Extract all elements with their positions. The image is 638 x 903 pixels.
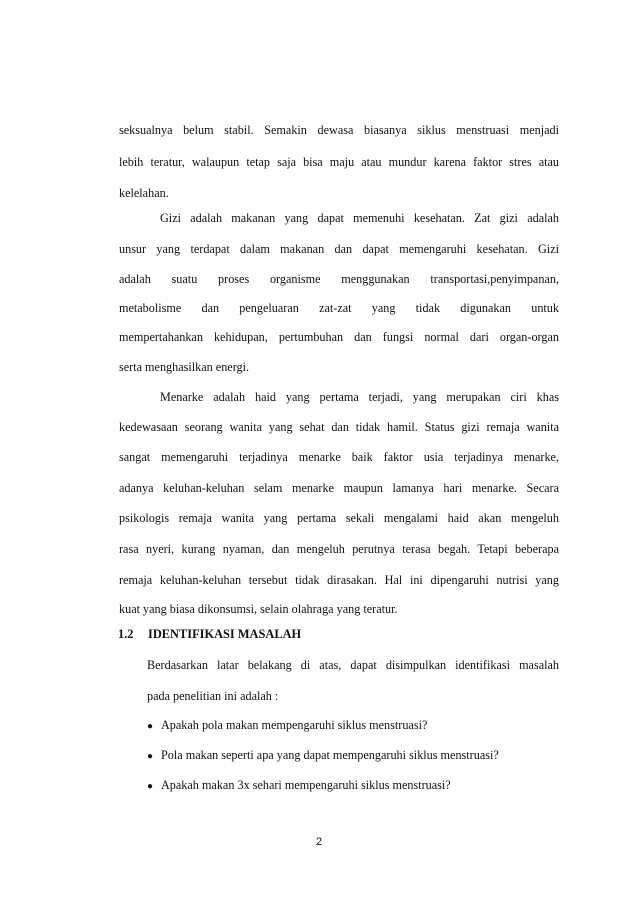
paragraph-line: lebih teratur, walaupun tetap saja bisa maju atau mundur karena faktor stres atau <box>119 155 559 169</box>
paragraph-line: seksualnya belum stabil. Semakin dewasa biasanya siklus menstruasi menjadi <box>119 123 559 137</box>
section-heading <box>118 626 301 642</box>
paragraph-line: mempertahankan kehidupan, pertumbuhan dan fungsi normal dari organ-organ <box>119 330 559 344</box>
page-number: 2 <box>315 836 323 848</box>
paragraph-line: rasa nyeri, kurang nyaman, dan mengeluh perutnya terasa begah. Tetapi beberapa <box>119 542 559 556</box>
bullet-icon: ● <box>147 781 154 792</box>
paragraph-line: kuat yang biasa dikonsumsi, selain olahraga yang teratur. <box>119 602 398 616</box>
list-item <box>147 777 451 795</box>
paragraph-line: kedewasaan seorang wanita yang sehat dan tidak hamil. Status gizi remaja wanita <box>119 420 559 434</box>
paragraph-line: Menarke adalah haid yang pertama terjadi, yang merupakan ciri khas <box>160 390 559 404</box>
list-item-text: Pola makan seperti apa yang dapat mempengaruhi siklus menstruasi? <box>161 748 499 762</box>
list-item <box>147 747 499 765</box>
paragraph-line: kelelahan. <box>119 186 169 200</box>
paragraph-line: serta menghasilkan energi. <box>119 360 250 374</box>
paragraph-line: metabolisme dan pengeluaran zat-zat yang tidak digunakan untuk <box>119 301 559 315</box>
section-intro-line: pada penelitian ini adalah : <box>147 689 279 703</box>
paragraph-line: remaja keluhan-keluhan tersebut tidak dirasakan. Hal ini dipengaruhi nutrisi yang <box>119 573 559 587</box>
list-item <box>147 717 427 735</box>
section-number: 1.2 <box>118 627 134 641</box>
list-item-text: Apakah makan 3x sehari mempengaruhi siklus menstruasi? <box>161 778 451 792</box>
paragraph-line: Gizi adalah makanan yang dapat memenuhi kesehatan. Zat gizi adalah <box>160 211 559 225</box>
paragraph-line: unsur yang terdapat dalam makanan dan dapat memengaruhi kesehatan. Gizi <box>119 242 559 256</box>
bullet-icon: ● <box>147 721 154 732</box>
paragraph-line: sangat memengaruhi terjadinya menarke baik faktor usia terjadinya menarke, <box>119 450 559 464</box>
section-title: IDENTIFIKASI MASALAH <box>148 627 302 641</box>
paragraph-line: psikologis remaja wanita yang pertama sekali mengalami haid akan mengeluh <box>119 511 559 525</box>
section-intro-line: Berdasarkan latar belakang di atas, dapat disimpulkan identifikasi masalah <box>147 658 559 672</box>
list-item-text: Apakah pola makan mempengaruhi siklus menstruasi? <box>161 718 428 732</box>
bullet-icon: ● <box>147 751 154 762</box>
paragraph-line: adalah suatu proses organisme menggunakan transportasi,penyimpanan, <box>119 272 559 286</box>
paragraph-line: adanya keluhan-keluhan selam menarke maupun lamanya hari menarke. Secara <box>119 481 559 495</box>
